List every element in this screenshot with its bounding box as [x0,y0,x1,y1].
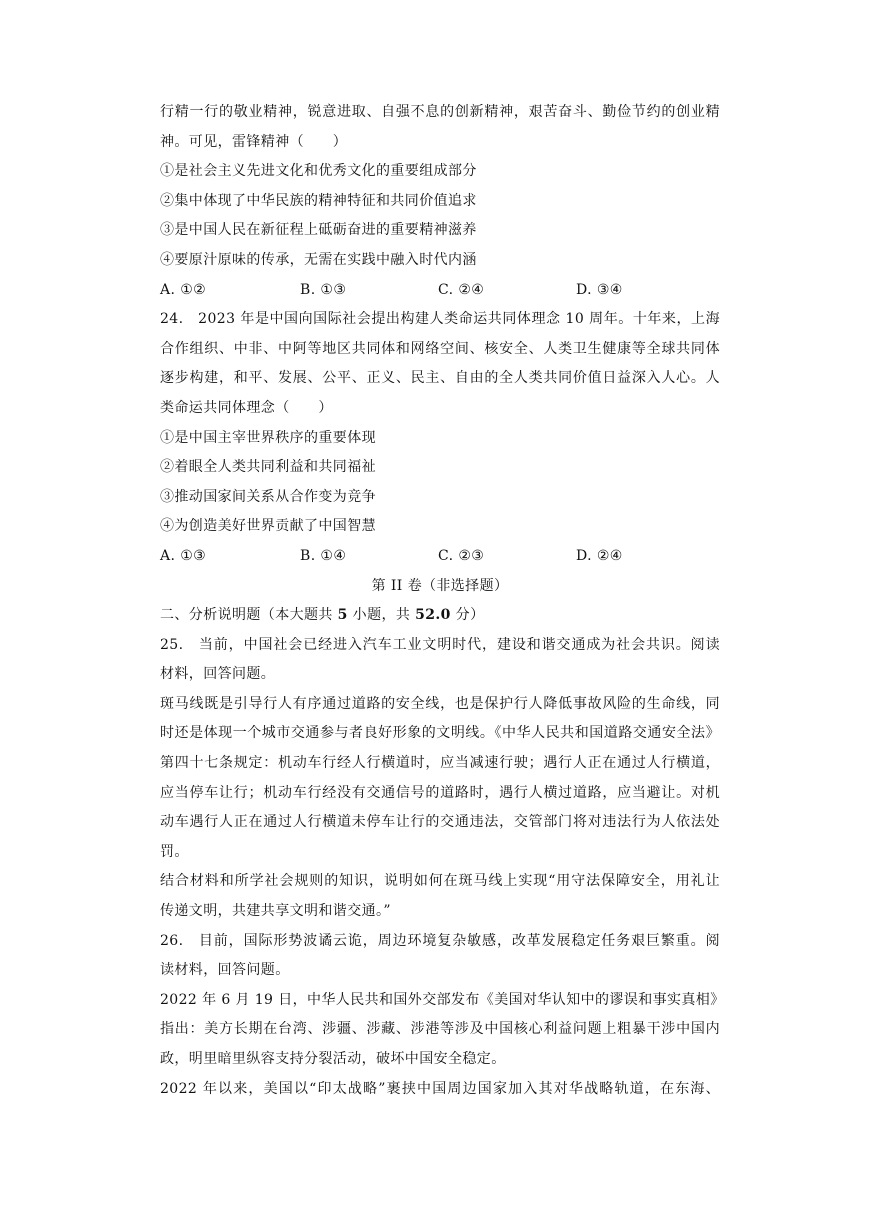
text-line: 动车遇行人正在通过人行横道未停车让行的交通违法，交管部门将对违法行为人依法处 [160,814,720,831]
option-statement: ①是社会主义先进文化和优秀文化的重要组成部分 [160,163,477,180]
text-line: 行精一行的敬业精神，锐意进取、自强不息的创新精神，艰苦奋斗、勤俭节约的创业精 [160,104,720,120]
text-line: 2022 年以来，美国以“印太战略”裹挟中国周边国家加入其对华战略轨道，在东海、 [160,1080,720,1097]
answer-option-c: C. ②③ [438,547,485,564]
exam-page [160,98,725,1104]
text-line: 类命运共同体理念（ ） [160,399,333,416]
text-line: 2022 年 6 月 19 日，中华人民共和国外交部发布《美国对华认知中的谬误和事实真相》 [160,991,725,1008]
option-statement: ③推动国家间关系从合作变为竞争 [160,488,376,505]
option-statement: ②集中体现了中华民族的精神特征和共同价值追求 [160,192,477,209]
text-line: 材料，回答问题。 [160,666,276,683]
text-line: 第四十七条规定：机动车行经人行横道时，应当减速行驶；遇行人正在通过人行横道， [160,755,720,772]
option-statement: ②着眼全人类共同利益和共同福祉 [160,459,376,476]
text-line: 逐步构建，和平、发展、公平、正义、民主、自由的全人类共同价值日益深入人心。人 [160,370,720,387]
total-score: 52.0 [415,607,451,624]
text-line: 指出：美方长期在台湾、涉疆、涉藏、涉港等涉及中国核心利益问题上粗暴干涉中国内 [160,1021,720,1038]
text-line: 罚。 [160,843,189,860]
text-line: 读材料，回答问题。 [160,962,290,979]
section-header-suffix: 分） [450,607,485,624]
answer-option-b: B. ①④ [300,547,347,564]
question-25-stem: 25. 当前，中国社会已经进入汽车工业文明时代，建设和谐交通成为社会共识。阅读 [160,636,720,653]
option-statement: ①是中国主宰世界秩序的重要体现 [160,429,376,446]
section-title: 第 II 卷（非选择题） [371,577,509,594]
answer-option-a: A. ①③ [160,547,207,564]
answer-option-d: D. ②④ [576,547,623,564]
option-statement: ④为创造美好世界贡献了中国智慧 [160,518,376,535]
option-statement: ④要原汁原味的传承，无需在实践中融入时代内涵 [160,251,477,268]
question-24-stem: 24. 2023 年是中国向国际社会提出构建人类命运共同体理念 10 周年。十年来，上海 [160,311,720,328]
section-header-middle: 小题，共 [347,607,416,624]
text-line: 神。可见，雷锋精神（ ） [160,133,348,150]
text-line: 斑马线既是引导行人有序通过道路的安全线，也是保护行人降低事故风险的生命线，同 [160,695,720,712]
answer-option-b: B. ①③ [300,281,347,298]
answer-option-d: D. ③④ [576,281,623,298]
text-line: 传递文明，共建共享文明和谐交通。” [160,903,391,920]
section-header [160,601,720,631]
answer-option-c: C. ②④ [438,281,485,298]
text-line: 政，明里暗里纵容支持分裂活动，破坏中国安全稳定。 [160,1051,506,1067]
option-statement: ③是中国人民在新征程上砥砺奋进的重要精神滋养 [160,222,477,239]
text-line: 结合材料和所学社会规则的知识，说明如何在斑马线上实现“用守法保障安全，用礼让 [160,873,720,890]
text-line: 应当停车让行；机动车行经没有交通信号的道路时，遇行人横过道路，应当避让。对机 [160,784,720,801]
q23-answer-options [160,276,720,306]
question-26-stem: 26. 目前，国际形势波谲云诡，周边环境复杂敏感，改革发展稳定任务艰巨繁重。阅 [160,932,720,949]
section-header-prefix: 二、分析说明题（本大题共 [160,607,338,624]
question-count: 5 [337,607,348,624]
text-line: 合作组织、中非、中阿等地区共同体和网络空间、核安全、人类卫生健康等全球共同体 [160,340,720,357]
q24-answer-options [160,542,720,572]
answer-option-a: A. ①② [160,281,207,298]
text-line: 时还是体现一个城市交通参与者良好形象的文明线。《中华人民共和国道路交通安全法》 [160,725,720,742]
